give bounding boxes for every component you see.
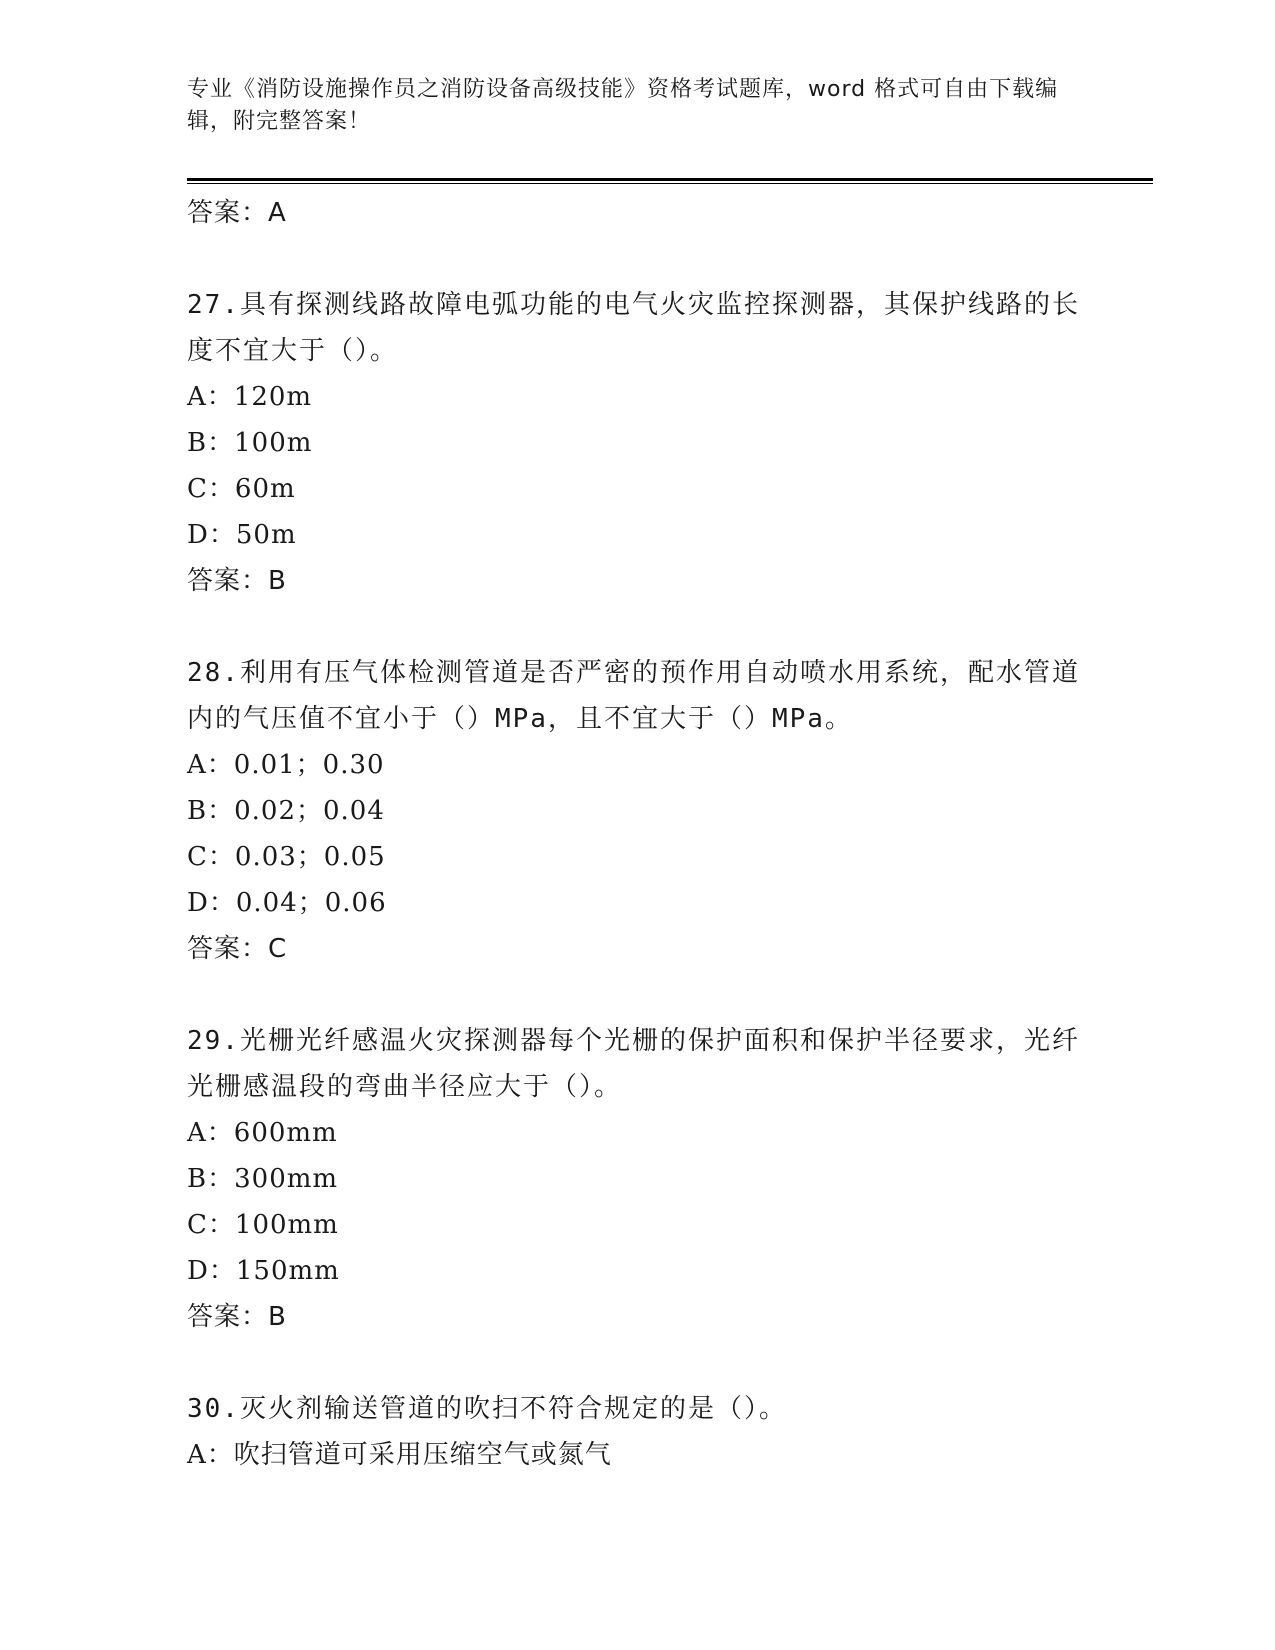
answer-line: 答案：B [187, 1302, 287, 1332]
header-rule-thick [187, 178, 1153, 181]
option-key: C： [187, 842, 235, 872]
header-rule-thin [187, 183, 1153, 184]
option-text: 吹扫管道可采用压缩空气或氮气 [233, 1440, 612, 1470]
option-a [187, 1432, 1087, 1478]
question-29 [187, 1018, 1087, 1340]
option-d [187, 1248, 1087, 1294]
question-list [187, 190, 1087, 1478]
option-text: 0.02；0.04 [234, 796, 385, 826]
option-key: A： [187, 1118, 234, 1148]
option-key: B： [187, 428, 235, 458]
option-text: 300mm [234, 1164, 339, 1194]
option-key: C： [187, 1210, 235, 1240]
question-stem: 27.具有探测线路故障电弧功能的电气火灾监控探测器，其保护线路的长度不宜大于（）。 [187, 290, 1080, 366]
option-a [187, 374, 1087, 420]
option-b [187, 1156, 1087, 1202]
option-text: 120m [233, 382, 313, 412]
option-text: 600mm [233, 1118, 338, 1148]
answer-line: 答案：A [187, 198, 287, 228]
option-text: 50m [235, 520, 297, 550]
option-text: 100mm [234, 1210, 339, 1240]
option-key: D： [187, 520, 236, 550]
option-a [187, 742, 1087, 788]
option-c [187, 1202, 1087, 1248]
option-key: D： [187, 888, 236, 918]
question-27 [187, 282, 1087, 604]
answer-line: 答案：B [187, 566, 287, 596]
option-key: D： [187, 1256, 236, 1286]
option-key: B： [187, 1164, 235, 1194]
question-28 [187, 650, 1087, 972]
option-text: 0.04；0.06 [235, 888, 387, 918]
option-c [187, 834, 1087, 880]
option-key: B： [187, 796, 235, 826]
option-text: 0.01；0.30 [233, 750, 385, 780]
option-text: 0.03；0.05 [234, 842, 386, 872]
option-key: A： [187, 382, 234, 412]
answer-line: 答案：C [187, 934, 288, 964]
option-text: 60m [234, 474, 296, 504]
option-c [187, 466, 1087, 512]
option-text: 100m [234, 428, 313, 458]
option-key: C： [187, 474, 235, 504]
option-b [187, 788, 1087, 834]
option-key: A： [187, 750, 234, 780]
question-stem: 29.光栅光纤感温火灾探测器每个光栅的保护面积和保护半径要求，光纤光栅感温段的弯曲半径应大于（）。 [187, 1026, 1080, 1102]
question-30 [187, 1386, 1087, 1478]
question-stem: 28.利用有压气体检测管道是否严密的预作用自动喷水用系统，配水管道内的气压值不宜小于（）MPa，且不宜大于（）MPa。 [187, 658, 1080, 734]
question-stem: 30.灭火剂输送管道的吹扫不符合规定的是（）。 [187, 1394, 787, 1424]
option-text: 150mm [235, 1256, 340, 1286]
option-key: A： [187, 1440, 234, 1470]
option-a [187, 1110, 1087, 1156]
option-d [187, 512, 1087, 558]
option-d [187, 880, 1087, 926]
option-b [187, 420, 1087, 466]
document-header: 专业《消防设施操作员之消防设备高级技能》资格考试题库，word 格式可自由下载编辑，附完整答案！ [187, 77, 1059, 134]
